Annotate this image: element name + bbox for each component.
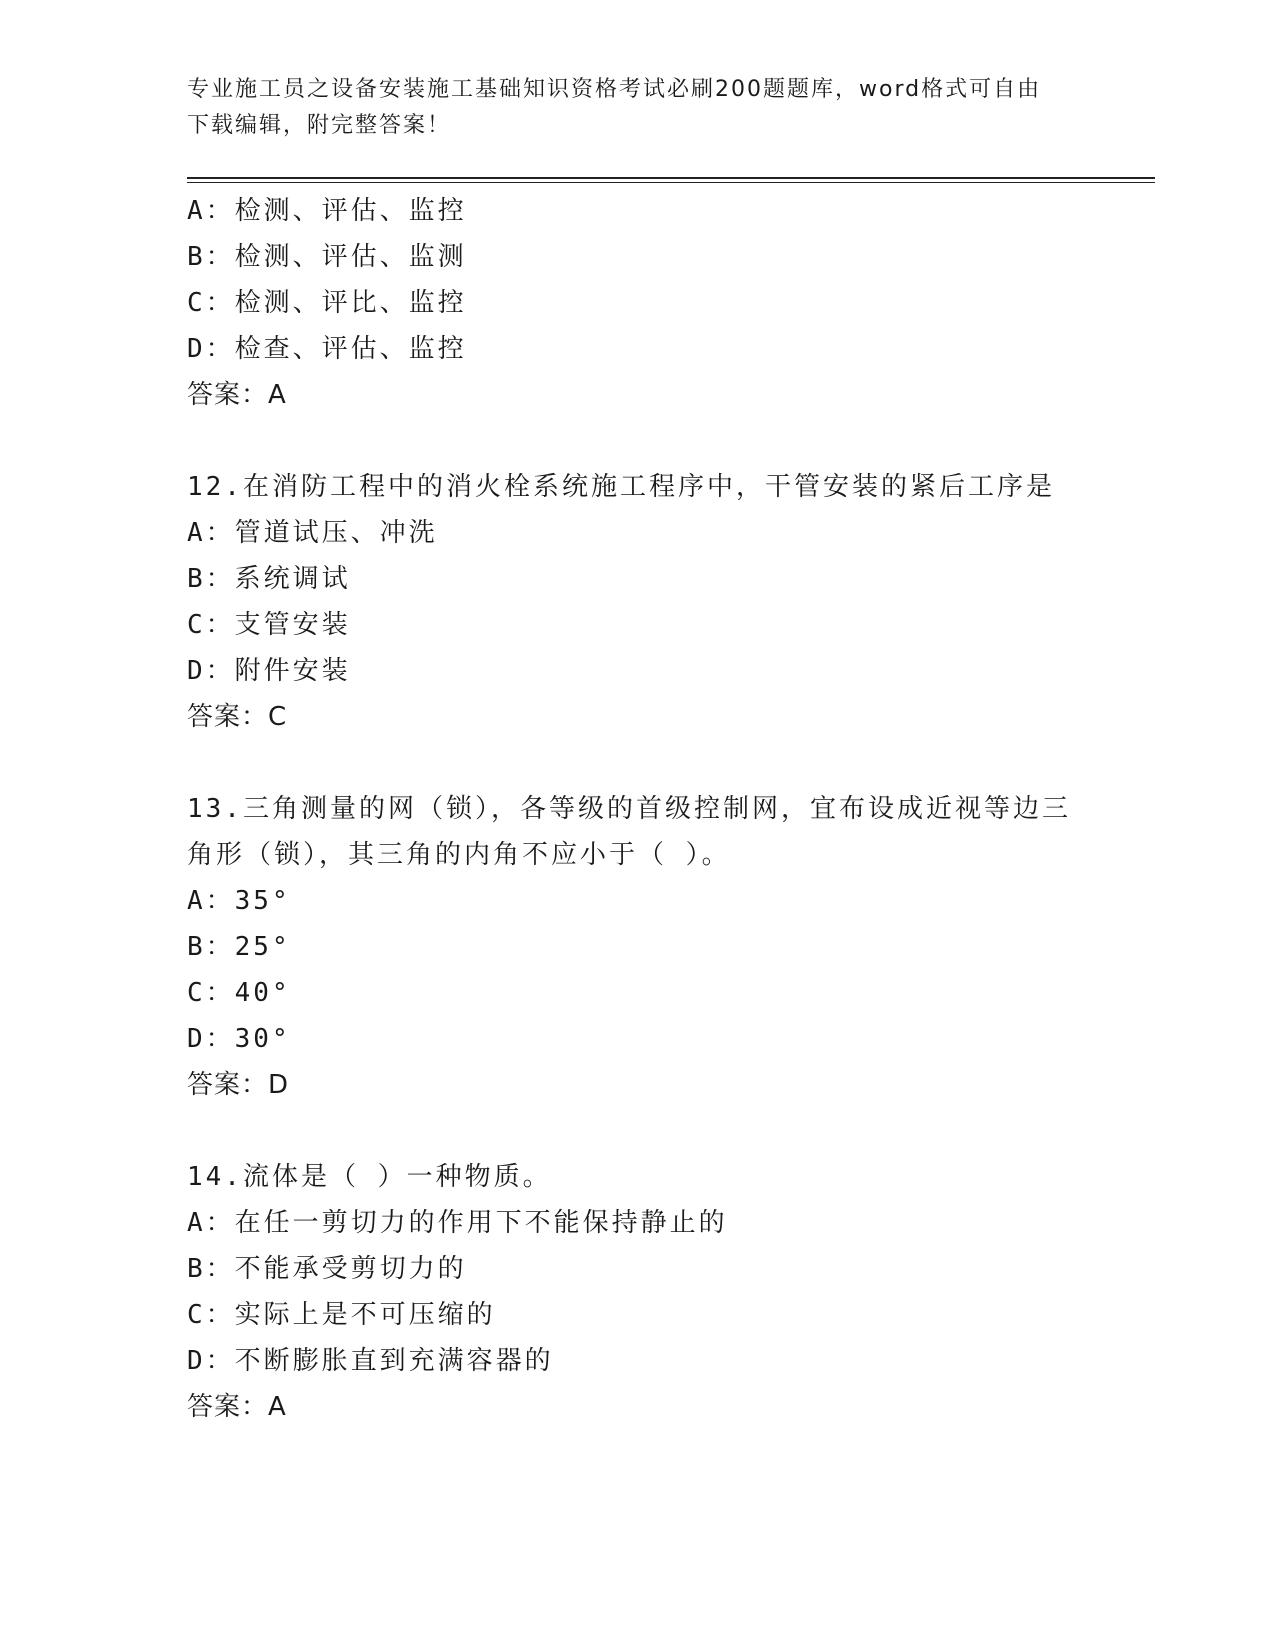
question-stem-line-1: 13.三角测量的网（锁），各等级的首级控制网，宜布设成近视等边三 xyxy=(187,794,1071,824)
question-list xyxy=(187,188,1147,1430)
question-13-block xyxy=(187,786,1147,1108)
question-14-block xyxy=(187,1154,1147,1430)
title-line-2: 下载编辑，附完整答案！ xyxy=(187,113,452,138)
spacer xyxy=(187,740,1147,786)
question-12-block xyxy=(187,464,1147,740)
question-stem-line-2: 角形（锁），其三角的内角不应小于（ ）。 xyxy=(187,840,731,870)
option-d: D：附件安装 xyxy=(187,656,351,686)
answer-line: 答案：A xyxy=(187,1392,287,1422)
option-a: A：在任一剪切力的作用下不能保持静止的 xyxy=(187,1208,728,1238)
header-divider-thin xyxy=(187,182,1155,183)
option-b: B：系统调试 xyxy=(187,564,351,594)
question-stem: 12.在消防工程中的消火栓系统施工程序中，干管安装的紧后工序是 xyxy=(187,472,1055,502)
option-c: C：40° xyxy=(187,978,291,1008)
option-d: D：检查、评估、监控 xyxy=(187,334,467,364)
question-11-block xyxy=(187,188,1147,418)
option-d: D：不断膨胀直到充满容器的 xyxy=(187,1346,554,1376)
header-divider-thick xyxy=(187,177,1155,179)
option-d: D：30° xyxy=(187,1024,291,1054)
option-b: B：25° xyxy=(187,932,291,962)
option-a: A：检测、评估、监控 xyxy=(187,196,467,226)
page-title xyxy=(187,72,1067,144)
answer-line: 答案：A xyxy=(187,380,287,410)
spacer xyxy=(187,418,1147,464)
option-c: C：实际上是不可压缩的 xyxy=(187,1300,496,1330)
option-a: A：35° xyxy=(187,886,291,916)
spacer xyxy=(187,1108,1147,1154)
option-a: A：管道试压、冲洗 xyxy=(187,518,438,548)
question-stem: 14.流体是（ ）一种物质。 xyxy=(187,1162,552,1192)
option-b: B：不能承受剪切力的 xyxy=(187,1254,467,1284)
option-c: C：支管安装 xyxy=(187,610,351,640)
option-b: B：检测、评估、监测 xyxy=(187,242,467,272)
answer-line: 答案：C xyxy=(187,702,288,732)
title-line-1: 专业施工员之设备安装施工基础知识资格考试必刷200题题库，word格式可自由 xyxy=(187,77,1042,102)
option-c: C：检测、评比、监控 xyxy=(187,288,467,318)
answer-line: 答案：D xyxy=(187,1070,290,1100)
